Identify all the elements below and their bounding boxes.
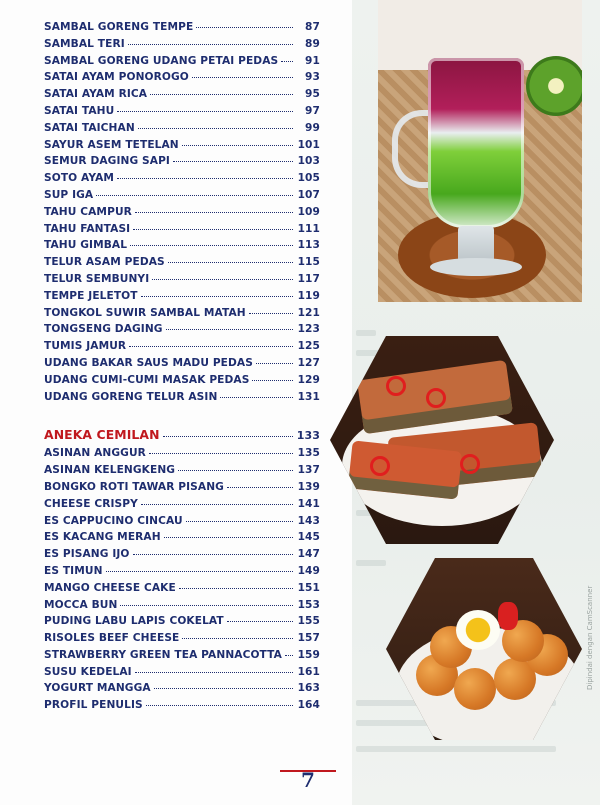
toc-entry-title: ES PISANG IJO xyxy=(44,548,130,561)
dot-leader xyxy=(249,312,293,314)
toc-entry[interactable] xyxy=(44,513,320,530)
dot-leader xyxy=(130,244,293,246)
toc-entry-page: 93 xyxy=(305,71,320,84)
toc-entry[interactable] xyxy=(44,372,320,389)
toc-entry-page: 155 xyxy=(297,615,320,628)
toc-entry[interactable] xyxy=(44,137,320,154)
toc-entry-title: SAMBAL TERI xyxy=(44,37,125,50)
toc-entry[interactable] xyxy=(44,19,320,36)
toc-entry-page: 135 xyxy=(297,447,320,460)
toc-entry-title: YOGURT MANGGA xyxy=(44,682,151,695)
dot-leader xyxy=(120,604,293,606)
toc-entry-page: 103 xyxy=(297,155,320,168)
toc-entry-page: 121 xyxy=(297,306,320,319)
dot-leader xyxy=(141,503,293,505)
dot-leader xyxy=(179,587,293,589)
dot-leader xyxy=(141,295,293,297)
toc-entry-title: SUSU KEDELAI xyxy=(44,665,132,678)
toc-entry[interactable] xyxy=(44,254,320,271)
scanner-watermark: Dipindai dengan CamScanner xyxy=(586,585,594,690)
toc-entry-page: 95 xyxy=(305,88,320,101)
toc-entry[interactable] xyxy=(44,103,320,120)
toc-entry-page: 159 xyxy=(297,648,320,661)
toc-entry-page: 111 xyxy=(297,222,320,235)
toc-entry-title: TAHU CAMPUR xyxy=(44,205,132,218)
toc-entry[interactable] xyxy=(44,271,320,288)
toc-entry[interactable] xyxy=(44,546,320,563)
toc-section-heading[interactable] xyxy=(44,425,320,445)
toc-entry-title: UDANG CUMI-CUMI MASAK PEDAS xyxy=(44,373,250,386)
toc-entry[interactable] xyxy=(44,120,320,137)
toc-entry-page: 151 xyxy=(297,581,320,594)
dot-leader xyxy=(227,486,293,488)
toc-entry-page: 105 xyxy=(297,172,320,185)
toc-entry-page: 164 xyxy=(297,699,320,712)
dot-leader xyxy=(135,671,293,673)
toc-entry-page: 89 xyxy=(305,37,320,50)
toc-entry-title: CHEESE CRISPY xyxy=(44,497,138,510)
dot-leader xyxy=(182,144,293,146)
toc-entry-page: 131 xyxy=(297,390,320,403)
toc-entry-page: 113 xyxy=(297,239,320,252)
toc-entry[interactable] xyxy=(44,187,320,204)
dot-leader xyxy=(150,93,293,95)
toc-entry[interactable] xyxy=(44,697,320,714)
dot-leader xyxy=(164,536,293,538)
toc-entry-title: MOCCA BUN xyxy=(44,598,118,611)
dot-leader xyxy=(117,110,293,112)
dot-leader xyxy=(182,637,293,639)
toc-entry-page: 109 xyxy=(297,205,320,218)
toc-entry[interactable] xyxy=(44,462,320,479)
toc-entry-title: ASINAN ANGGUR xyxy=(44,447,146,460)
toc-entry-title: SATAI AYAM PONOROGO xyxy=(44,71,189,84)
toc-entry-page: 91 xyxy=(305,54,320,67)
dot-leader xyxy=(117,177,293,179)
toc-entry-page: 127 xyxy=(297,356,320,369)
toc-entry[interactable] xyxy=(44,647,320,664)
dot-leader xyxy=(178,469,293,471)
toc-entry[interactable] xyxy=(44,36,320,53)
toc-entry[interactable] xyxy=(44,305,320,322)
dot-leader xyxy=(135,211,293,213)
toc-entry[interactable] xyxy=(44,288,320,305)
dot-leader xyxy=(106,570,293,572)
kiwi-slice-image xyxy=(526,56,582,116)
dot-leader xyxy=(133,228,293,230)
toc-lower-list xyxy=(44,445,320,714)
toc-entry-title: TAHU GIMBAL xyxy=(44,239,128,252)
toc-entry[interactable] xyxy=(44,53,320,70)
toc-entry-title: TONGKOL SUWIR SAMBAL MATAH xyxy=(44,306,246,319)
toc-entry-title: TELUR SEMBUNYI xyxy=(44,272,150,285)
dot-leader xyxy=(146,704,293,706)
toc-entry-title: TAHU FANTASI xyxy=(44,222,131,235)
dot-leader xyxy=(252,379,293,381)
toc-entry-page: 145 xyxy=(297,531,320,544)
toc-entry-page: 163 xyxy=(297,682,320,695)
dot-leader xyxy=(186,520,293,522)
toc-entry[interactable] xyxy=(44,630,320,647)
dot-leader xyxy=(192,76,293,78)
toc-entry[interactable] xyxy=(44,597,320,614)
toc-entry[interactable] xyxy=(44,170,320,187)
toc-entry[interactable] xyxy=(44,563,320,580)
toc-entry-page: 99 xyxy=(305,121,320,134)
toc-entry[interactable] xyxy=(44,445,320,462)
toc-entry-title: SAMBAL GORENG UDANG PETAI PEDAS xyxy=(44,54,279,67)
dot-leader xyxy=(196,26,293,28)
dot-leader xyxy=(281,60,293,62)
toc-entry-title: SOTO AYAM xyxy=(44,172,115,185)
toc-entry-title: ES TIMUN xyxy=(44,564,103,577)
toc-entry[interactable] xyxy=(44,204,320,221)
drink-glass-image xyxy=(428,58,524,228)
toc-entry[interactable] xyxy=(44,355,320,372)
toc-entry[interactable] xyxy=(44,389,320,406)
toc-entry-title: SATAI TAICHAN xyxy=(44,121,135,134)
toc-entry-page: 137 xyxy=(297,464,320,477)
toc-entry-title: TELUR ASAM PEDAS xyxy=(44,256,165,269)
toc-entry-title: ASINAN KELENGKENG xyxy=(44,464,176,477)
toc-entry-title: RISOLES BEEF CHEESE xyxy=(44,632,180,645)
toc-upper-list xyxy=(44,19,320,405)
toc-entry-page: 115 xyxy=(297,256,320,269)
toc-entry-title: SATAI TAHU xyxy=(44,104,115,117)
toc-entry-page: 149 xyxy=(297,564,320,577)
dot-leader xyxy=(173,160,293,162)
toc-entry[interactable] xyxy=(44,479,320,496)
toc-entry-page: 87 xyxy=(305,21,320,33)
table-of-contents xyxy=(44,19,320,714)
dot-leader xyxy=(168,261,293,263)
toc-entry-title: PUDING LABU LAPIS COKELAT xyxy=(44,615,224,628)
dot-leader xyxy=(227,620,293,622)
toc-entry[interactable] xyxy=(44,86,320,103)
toc-entry-title: SEMUR DAGING SAPI xyxy=(44,155,170,168)
toc-entry-page: 107 xyxy=(297,188,320,201)
toc-entry[interactable] xyxy=(44,321,320,338)
toc-entry-title: ES CAPPUCINO CINCAU xyxy=(44,514,183,527)
toc-entry-title: TONGSENG DAGING xyxy=(44,323,163,336)
toc-entry[interactable] xyxy=(44,613,320,630)
toc-entry-title: UDANG GORENG TELUR ASIN xyxy=(44,390,218,403)
dot-leader xyxy=(149,452,293,454)
toc-entry[interactable] xyxy=(44,237,320,254)
dot-leader xyxy=(285,654,293,656)
toc-entry-title: BONGKO ROTI TAWAR PISANG xyxy=(44,480,224,493)
toc-entry-page: 143 xyxy=(297,514,320,527)
toc-entry[interactable] xyxy=(44,680,320,697)
toc-entry-page: 161 xyxy=(297,665,320,678)
dot-leader xyxy=(220,396,293,398)
toc-entry-title: STRAWBERRY GREEN TEA PANNACOTTA xyxy=(44,648,282,661)
toc-entry[interactable] xyxy=(44,664,320,681)
toc-entry-page: 117 xyxy=(297,272,320,285)
kiwi-dragonfruit-drink-photo xyxy=(378,0,582,302)
dot-leader xyxy=(128,43,293,45)
toc-entry-page: 123 xyxy=(297,323,320,336)
toc-entry[interactable] xyxy=(44,69,320,86)
toc-entry-title: SAYUR ASEM TETELAN xyxy=(44,138,179,151)
page-number: 7 xyxy=(301,768,315,792)
toc-entry-title: PROFIL PENULIS xyxy=(44,699,143,712)
toc-entry-page: 101 xyxy=(297,138,320,151)
toc-entry-page: 139 xyxy=(297,480,320,493)
dot-leader xyxy=(163,435,293,437)
dot-leader xyxy=(256,362,293,364)
dot-leader xyxy=(133,553,293,555)
toc-entry[interactable] xyxy=(44,580,320,597)
dot-leader xyxy=(96,194,293,196)
toc-entry[interactable] xyxy=(44,338,320,355)
toc-entry[interactable] xyxy=(44,496,320,513)
toc-entry-page: 153 xyxy=(297,598,320,611)
dot-leader xyxy=(129,345,293,347)
dot-leader xyxy=(166,328,293,330)
toc-entry-title: MANGO CHEESE CAKE xyxy=(44,581,176,594)
dot-leader xyxy=(152,278,293,280)
section-page-number: 133 xyxy=(296,429,320,443)
toc-entry-title: ES KACANG MERAH xyxy=(44,531,161,544)
toc-entry[interactable] xyxy=(44,221,320,238)
toc-entry-page: 125 xyxy=(297,340,320,353)
toc-entry[interactable] xyxy=(44,153,320,170)
toc-entry-title: UDANG BAKAR SAUS MADU PEDAS xyxy=(44,356,253,369)
toc-entry-title: SUP IGA xyxy=(44,188,94,201)
toc-entry-page: 141 xyxy=(297,497,320,510)
toc-entry-page: 97 xyxy=(305,104,320,117)
toc-entry-page: 119 xyxy=(297,289,320,302)
toc-entry-page: 129 xyxy=(297,373,320,386)
dot-leader xyxy=(138,127,293,129)
toc-entry-title: SATAI AYAM RICA xyxy=(44,88,148,101)
toc-entry-page: 157 xyxy=(297,632,320,645)
toc-entry-title: SAMBAL GORENG TEMPE xyxy=(44,21,194,33)
toc-entry-page: 147 xyxy=(297,548,320,561)
section-title: ANEKA CEMILAN xyxy=(44,427,160,443)
toc-entry-title: TUMIS JAMUR xyxy=(44,340,127,353)
toc-entry[interactable] xyxy=(44,529,320,546)
dot-leader xyxy=(154,687,293,689)
toc-entry-title: TEMPE JELETOT xyxy=(44,289,138,302)
